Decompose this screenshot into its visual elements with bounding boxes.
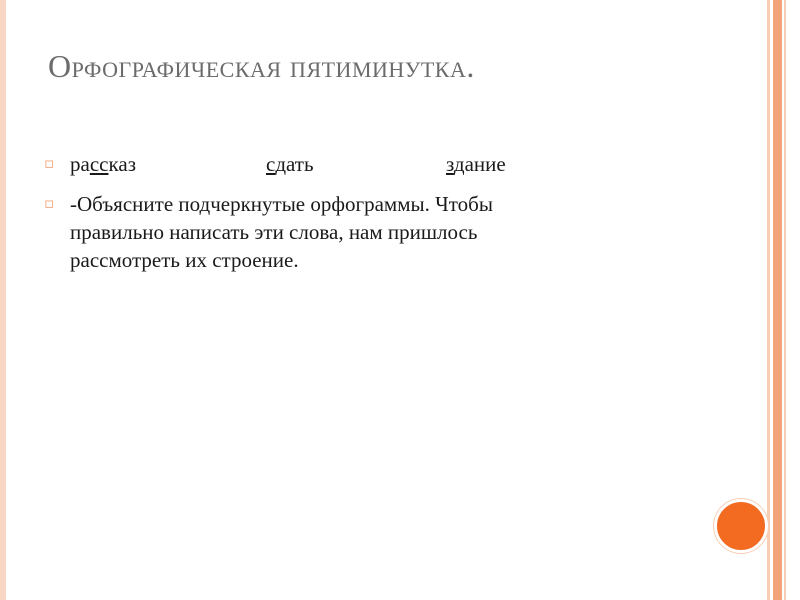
right-border-decoration-edge xyxy=(784,0,786,600)
paragraph-line: -Объясните подчеркнутые орфограммы. Чтобы xyxy=(70,192,493,216)
left-border-decoration xyxy=(0,0,6,600)
bullet-list xyxy=(44,150,744,286)
right-border-decoration-outer xyxy=(767,0,770,600)
word-sdat: сдать xyxy=(266,152,314,176)
bullet-icon: ▫ xyxy=(44,194,55,212)
word-zdanie: здание xyxy=(446,152,506,176)
bullet-words xyxy=(44,150,744,178)
slide-title: Орфографическая пятиминутка. xyxy=(48,48,475,84)
orange-circle-decoration xyxy=(714,499,768,553)
word-rasskaz: рассказ xyxy=(70,152,136,176)
paragraph-line: правильно написать эти слова, нам пришлось xyxy=(70,220,478,244)
bullet-explanation xyxy=(44,190,744,274)
underlined-orthogram: с xyxy=(266,152,276,176)
paragraph-line: рассмотреть их строение. xyxy=(70,248,299,272)
underlined-orthogram: з xyxy=(446,152,454,176)
bullet-icon: ▫ xyxy=(44,154,55,172)
right-border-decoration-inner xyxy=(773,0,782,600)
underlined-orthogram: сс xyxy=(89,152,109,176)
